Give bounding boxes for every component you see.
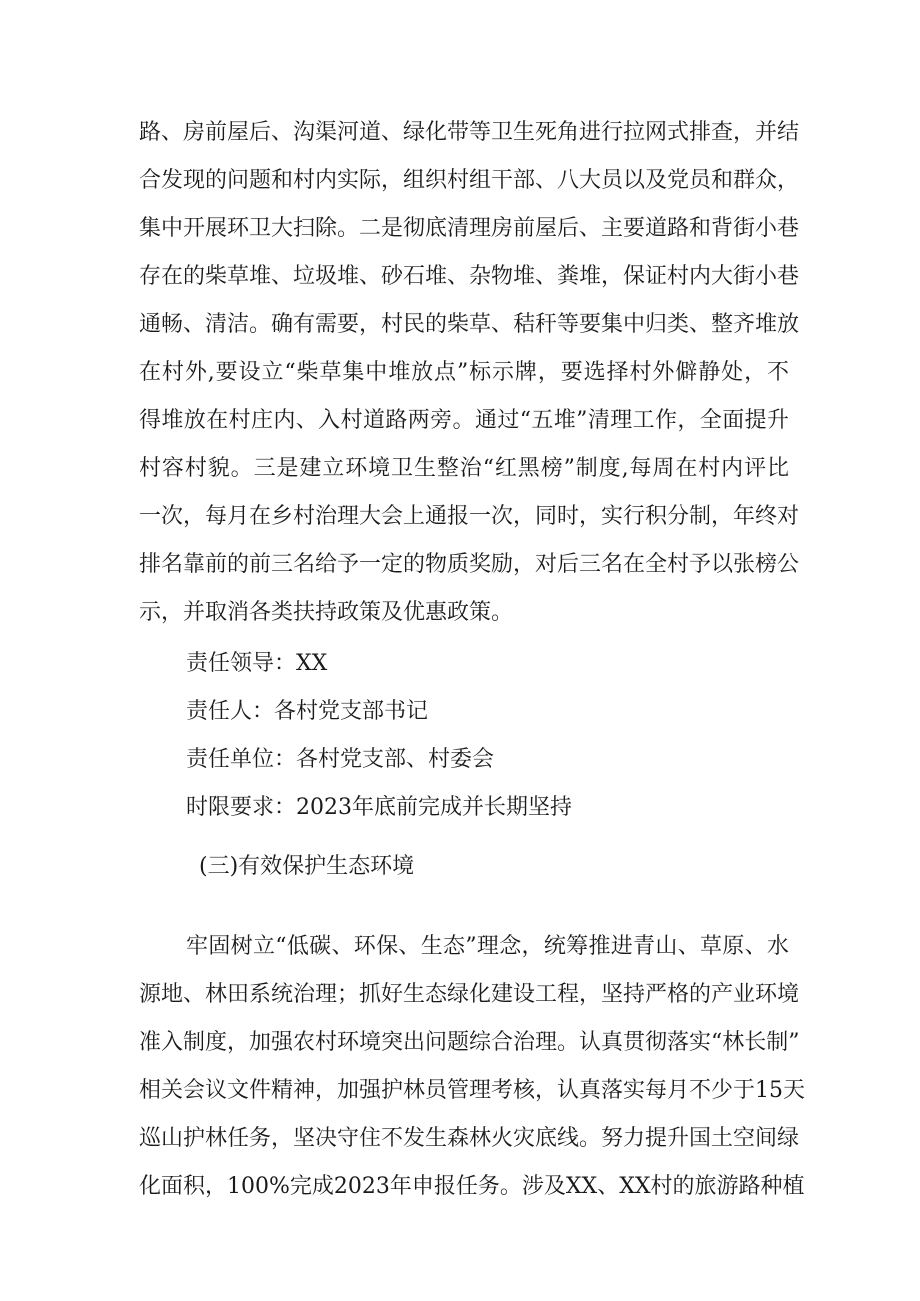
paragraph1-line-11: 示，并取消各类扶持政策及优惠政策。 [139,600,514,625]
paragraph1-line-7: 得堆放在村庄内、入村道路两旁。通过“五堆”清理工作，全面提升 [139,408,789,433]
section-heading: (三)有效保护生态环境 [199,854,415,879]
paragraph2-line-6: 化面积，100%完成2023年申报任务。涉及XX、XX村的旅游路种植 [139,1174,805,1199]
paragraph1-line-5: 通畅、清洁。确有需要，村民的柴草、秸秆等要集中归类、整齐堆放 [139,312,800,337]
paragraph1-line-3: 集中开展环卫大扫除。二是彻底清理房前屋后、主要道路和背街小巷 [139,216,800,241]
paragraph1-line-4: 存在的柴草堆、垃圾堆、砂石堆、杂物堆、粪堆，保证村内大街小巷 [139,264,800,289]
paragraph1-line-6: 在村外,要设立“柴草集中堆放点”标示牌，要选择村外僻静处，不 [139,360,789,385]
paragraph2-line-4: 相关会议文件精神，加强护林员管理考核，认真落实每月不少于15天 [139,1078,805,1103]
paragraph2-line-2: 源地、林田系统治理；抓好生态绿化建设工程，坚持严格的产业环境 [139,982,800,1007]
responsible-person: 责任人：各村党支部书记 [186,699,429,724]
paragraph1-line-1: 路、房前屋后、沟渠河道、绿化带等卫生死角进行拉网式排查，并结 [139,120,800,145]
responsible-unit: 责任单位：各村党支部、村委会 [186,747,495,772]
paragraph1-line-9: 一次，每月在乡村治理大会上通报一次，同时，实行积分制，年终对 [139,504,800,529]
paragraph2-line-1: 牢固树立“低碳、环保、生态”理念，统筹推进青山、草原、水 [186,934,789,959]
paragraph1-line-2: 合发现的问题和村内实际，组织村组干部、八大员以及党员和群众， [139,168,800,193]
paragraph1-line-10: 排名靠前的前三名给予一定的物质奖励，对后三名在全村予以张榜公 [139,552,800,577]
paragraph1-line-8: 村容村貌。三是建立环境卫生整治“红黑榜”制度,每周在村内评比 [139,456,789,481]
responsible-leader: 责任领导：XX [186,651,328,676]
paragraph2-line-5: 巡山护林任务，坚决守住不发生森林火灾底线。努力提升国土空间绿 [139,1126,800,1151]
paragraph2-line-3: 准入制度，加强农村环境突出问题综合治理。认真贯彻落实“林长制” [139,1030,800,1055]
deadline-requirement: 时限要求：2023年底前完成并长期坚持 [186,795,572,820]
